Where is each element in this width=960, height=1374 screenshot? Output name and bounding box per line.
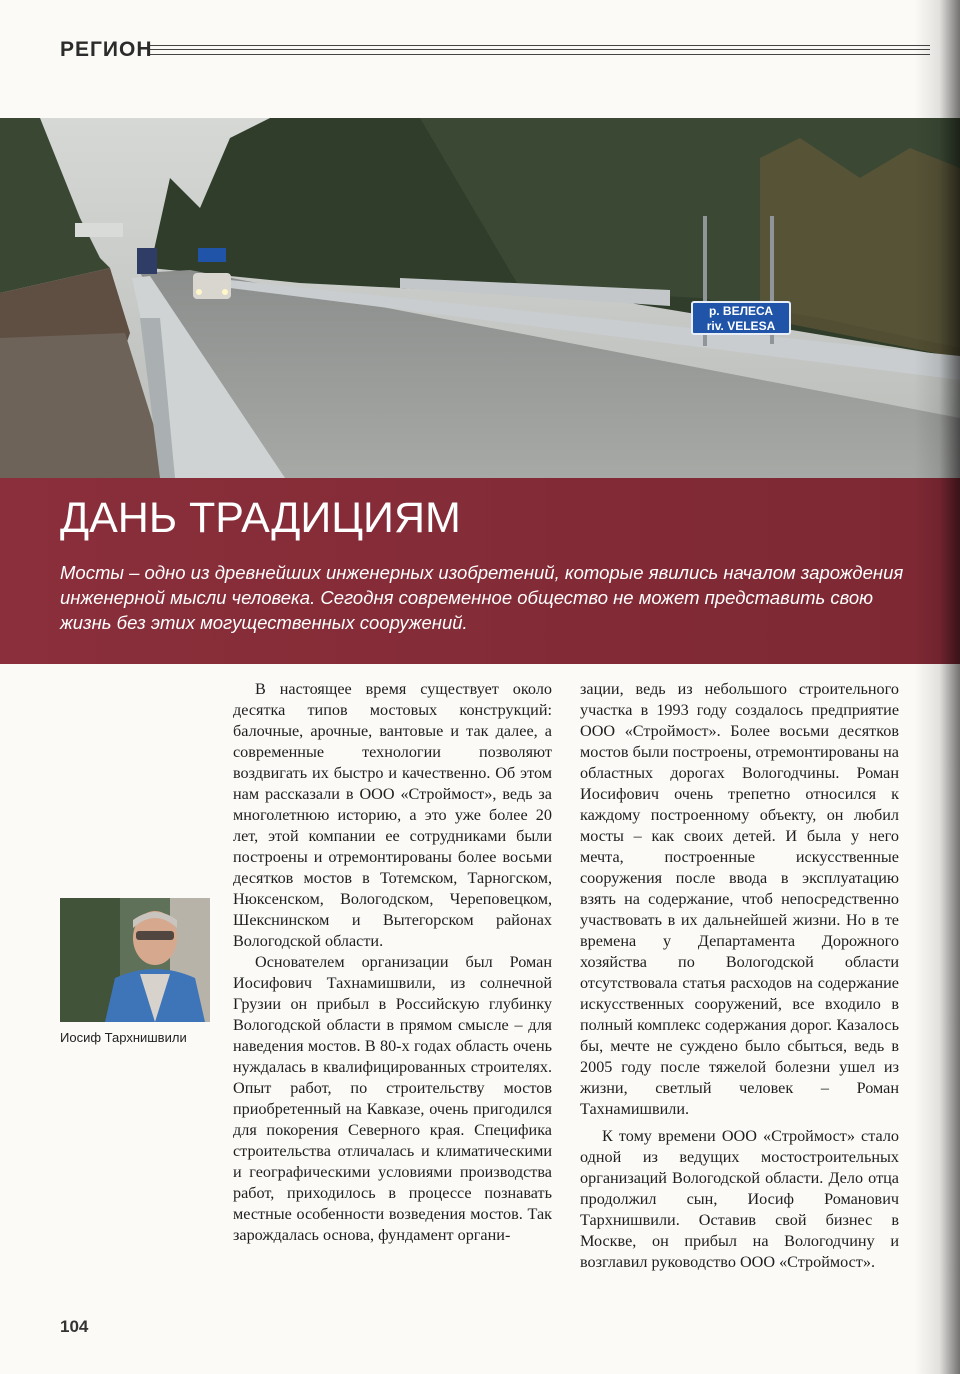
portrait-figure: [60, 898, 210, 1022]
river-sign-line-ru: р. ВЕЛЕСА: [708, 304, 774, 318]
article-lead: Мосты – одно из древнейших инженерных изобретений, которые явились началом зарождения инженерной мысли человека. Сегодня современное общество не может представить свою жизнь без этих могущественных сооружений.: [60, 562, 904, 633]
paragraph: В настоящее время существует около десятка типов мостовых конструкций: балочные, арочные, вантовые и так далее, а современные технологии позволяют воздвигать их быстро и качественно. Об этом нам рассказали в ООО «Строймост», ведь за многолетнюю историю, а это уже более 20 лет, этой компании ее сотрудниками были построены и отремонтированы более восьми десятков мостов в Тотемском, Тарногском, Нюксенском, Вологодском, Череповецком, Шекснинском и Вытегорском районах Вологодской области.: [233, 680, 552, 950]
page-number: 104: [60, 1317, 89, 1336]
portrait-photo: [60, 898, 210, 1022]
river-sign: [691, 301, 791, 335]
article-title: ДАНЬ ТРАДИЦИЯМ: [60, 494, 461, 542]
paragraph: К тому времени ООО «Строймост» стало одной из ведущих мостостроительных организаций Вологодской области. Дело отца продолжил сын, Иосиф Романович Тархнишвили. Оставив свой бизнес в Москве, он прибыл на Вологодчину и возглавил руководство ООО «Строймост».: [580, 1127, 899, 1271]
paragraph: зации, ведь из небольшого строительного участка в 1993 году создалось предприятие ООО «Строймост». Более восьми десятков мостов были построены, отремонтированы на областных дорогах Вологодчины. Роман Иосифович очень трепетно относился к каждому построенному объекту, он любил мосты – как своих детей. И была у него мечта, построенные искусственные сооружения после ввода в эксплуатацию взять на содержание, чтоб непосредственно участвовать в их дальнейшей жизни. Но в те времена у Департамента Дорожного хозяйства по Вологодской области отсутствовала статья расходов на содержание искусственных сооружений, все входило в полный комплекс содержания дорог. Казалось бы, мечте не суждено было сбыться, ведь в 2005 году после тяжелой болезни ушел из жизни, светлый человек – Роман Тахнамишвили.: [580, 680, 899, 1118]
hero-photo-bridge: [0, 118, 960, 478]
bridge-scene: [0, 118, 960, 478]
section-label: РЕГИОН: [60, 38, 153, 61]
portrait-caption: Иосиф Тархнишвили: [60, 1030, 187, 1045]
article-column-1: [233, 679, 552, 1246]
paragraph: Основателем организации был Роман Иосифович Тахнамишвили, из солнечной Грузии он прибыл в Российскую глубинку Вологодской области в прямом смысле – для наведения мостов. В 80-х годах область очень нуждалась в квалифицированных строителях. Опыт работ, по строительству мостов приобретенный на Кавказе, очень пригодился для покорения Северного края. Специфика строительства отличалась и климатическими и географическими условиями производства работ, приходилось в процессе познавать местные особенности возведения мостов. Так зарождалась основа, фундамент органи-: [233, 953, 552, 1244]
header-rule: [150, 45, 930, 55]
article-column-2: [580, 679, 899, 1273]
river-sign-line-en: riv. VELESA: [706, 319, 776, 333]
